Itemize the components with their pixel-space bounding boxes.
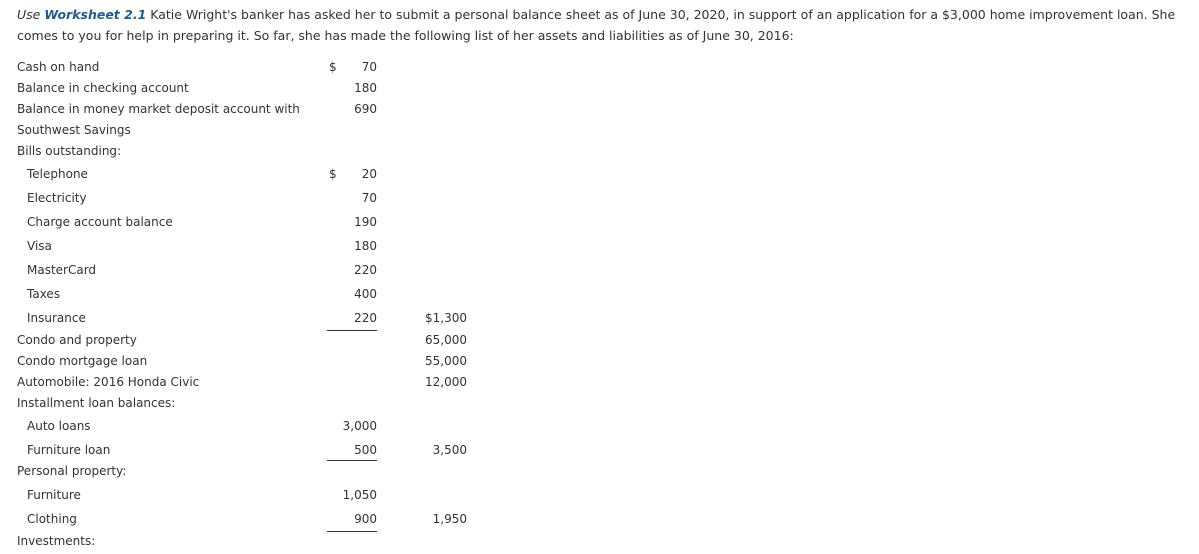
amount-column-1: 220 — [354, 263, 377, 277]
row-label: Clothing — [27, 512, 77, 526]
balance-row — [0, 419, 520, 439]
balance-row — [0, 239, 520, 259]
balance-row — [0, 167, 520, 187]
amount-column-1: 1,050 — [342, 488, 377, 502]
row-label: Southwest Savings — [17, 123, 131, 137]
row-label: Installment loan balances: — [17, 396, 176, 410]
amount-column-1: 180 — [354, 81, 377, 95]
balance-row — [0, 191, 520, 211]
currency-sign: $ — [329, 167, 337, 181]
balance-row — [0, 443, 520, 463]
row-label: Telephone — [27, 167, 88, 181]
amount-column-1: 500 — [354, 443, 377, 457]
amount-column-1: 400 — [354, 287, 377, 301]
subtotal-underline — [327, 531, 377, 532]
balance-row — [0, 81, 520, 101]
amount-column-2: 12,000 — [425, 375, 467, 389]
amount-column-1: 900 — [354, 512, 377, 526]
row-label: Taxes — [27, 287, 61, 301]
intro-text: Katie Wright's banker has asked her to submit a personal balance sheet as of June 30, 2020, in support of an application for a $3,000 home improvement loan. She comes to you for help in preparing it. So far, she has made the following list of her assets and liabilities as of June 30, 2016: — [17, 7, 1176, 43]
balance-row — [0, 123, 520, 143]
row-label: Furniture loan — [27, 443, 111, 457]
balance-row — [0, 464, 520, 484]
amount-column-2: 1,950 — [432, 512, 467, 526]
balance-row — [0, 354, 520, 374]
balance-row — [0, 287, 520, 307]
row-label: Charge account balance — [27, 215, 173, 229]
row-label: Furniture — [27, 488, 81, 502]
row-label: Automobile: 2016 Honda Civic — [17, 375, 200, 389]
amount-column-1: 690 — [354, 102, 377, 116]
amount-column-1: 70 — [361, 191, 377, 205]
balance-row — [0, 534, 520, 554]
row-label: Cash on hand — [17, 60, 100, 74]
worksheet-link[interactable]: Worksheet 2.1 — [44, 7, 147, 22]
row-label: Visa — [27, 239, 52, 253]
balance-row — [0, 144, 520, 164]
row-label: Insurance — [27, 311, 86, 325]
balance-row — [0, 102, 520, 122]
intro-lead: Use — [17, 7, 41, 22]
amount-column-2: 55,000 — [425, 354, 467, 368]
row-label: Condo mortgage loan — [17, 354, 148, 368]
currency-sign: $ — [329, 60, 337, 74]
row-label: Investments: — [17, 534, 96, 548]
balance-row — [0, 263, 520, 283]
intro-paragraph — [17, 4, 1189, 46]
row-label: MasterCard — [27, 263, 97, 277]
amount-column-1: 190 — [354, 215, 377, 229]
amount-column-1: 180 — [354, 239, 377, 253]
amount-column-1: 70 — [361, 60, 377, 74]
row-label: Electricity — [27, 191, 87, 205]
amount-column-2: 3,500 — [432, 443, 467, 457]
row-label: Balance in money market deposit account with — [17, 102, 300, 116]
balance-row — [0, 333, 520, 353]
amount-column-2: 65,000 — [425, 333, 467, 347]
balance-row — [0, 396, 520, 416]
subtotal-underline — [327, 460, 377, 461]
amount-column-2: $1,300 — [425, 311, 467, 325]
subtotal-underline — [327, 330, 377, 331]
balance-row — [0, 311, 520, 331]
amount-column-1: 3,000 — [342, 419, 377, 433]
row-label: Personal property: — [17, 464, 127, 478]
balance-row — [0, 215, 520, 235]
amount-column-1: 220 — [354, 311, 377, 325]
row-label: Auto loans — [27, 419, 91, 433]
row-label: Condo and property — [17, 333, 137, 347]
amount-column-1: 20 — [361, 167, 377, 181]
balance-row — [0, 512, 520, 532]
balance-row — [0, 375, 520, 395]
row-label: Bills outstanding: — [17, 144, 122, 158]
balance-row — [0, 488, 520, 508]
balance-row — [0, 60, 520, 80]
row-label: Balance in checking account — [17, 81, 189, 95]
